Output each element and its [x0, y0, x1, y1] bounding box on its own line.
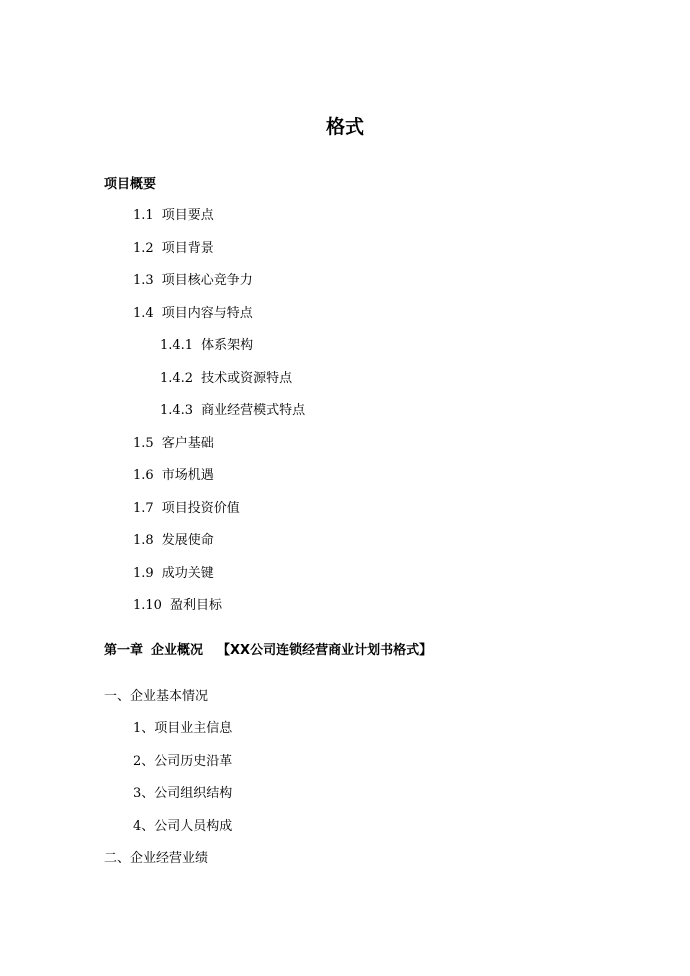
- toc-item-text: 项目内容与特点: [161, 306, 253, 321]
- toc-item: [133, 566, 214, 582]
- toc-item-number: 1.7: [133, 501, 154, 516]
- toc-item-number: 1.5: [133, 436, 154, 451]
- toc-item-number: 1.8: [133, 533, 154, 548]
- toc-item-text: 项目核心竞争力: [161, 273, 253, 288]
- toc-item-text: 商业经营模式特点: [201, 403, 306, 418]
- toc-item-text: 市场机遇: [161, 468, 214, 483]
- toc-item: [133, 598, 222, 614]
- section-item: 2、公司历史沿革: [133, 754, 233, 769]
- toc-item-text: 项目背景: [161, 241, 214, 256]
- chapter-label: 第一章: [104, 643, 144, 658]
- overview-heading: 项目概要: [104, 177, 157, 192]
- toc-item: [133, 533, 214, 549]
- toc-item-number: 1.4.2: [160, 371, 194, 386]
- section-item: 1、项目业主信息: [133, 721, 233, 736]
- chapter-note: 【XX公司连锁经营商业计划书格式】: [217, 643, 433, 658]
- section-heading: 二、企业经营业绩: [104, 851, 209, 866]
- toc-item: [133, 273, 253, 289]
- toc-item-text: 体系架构: [201, 338, 254, 353]
- toc-item-number: 1.9: [133, 566, 154, 581]
- toc-item-text: 客户基础: [161, 436, 214, 451]
- toc-item: [133, 436, 214, 452]
- toc-item-number: 1.4.1: [160, 338, 194, 353]
- toc-item-number: 1.4: [133, 306, 154, 321]
- toc-item-number: 1.2: [133, 241, 154, 256]
- toc-subitem: [160, 338, 253, 354]
- toc-item: [133, 306, 253, 322]
- toc-subitem: [160, 403, 305, 419]
- section-item: 4、公司人员构成: [133, 819, 233, 834]
- toc-item-number: 1.10: [133, 598, 162, 613]
- toc-item-number: 1.4.3: [160, 403, 194, 418]
- toc-item: [133, 241, 214, 257]
- toc-item: [133, 208, 214, 224]
- toc-item-text: 盈利目标: [169, 598, 222, 613]
- toc-item-text: 项目要点: [161, 208, 214, 223]
- toc-item-number: 1.1: [133, 208, 154, 223]
- section-item: 3、公司组织结构: [133, 786, 233, 801]
- toc-item-number: 1.6: [133, 468, 154, 483]
- toc-item-text: 发展使命: [161, 533, 214, 548]
- chapter-title: 企业概况: [151, 643, 204, 658]
- toc-item: [133, 501, 240, 517]
- toc-item-number: 1.3: [133, 273, 154, 288]
- chapter-heading: [104, 643, 432, 659]
- section-heading: 一、企业基本情况: [104, 689, 209, 704]
- toc-item-text: 项目投资价值: [161, 501, 240, 516]
- toc-item-text: 技术或资源特点: [201, 371, 293, 386]
- toc-item: [133, 468, 214, 484]
- toc-subitem: [160, 371, 292, 387]
- document-title: 格式: [325, 116, 364, 138]
- toc-item-text: 成功关键: [161, 566, 214, 581]
